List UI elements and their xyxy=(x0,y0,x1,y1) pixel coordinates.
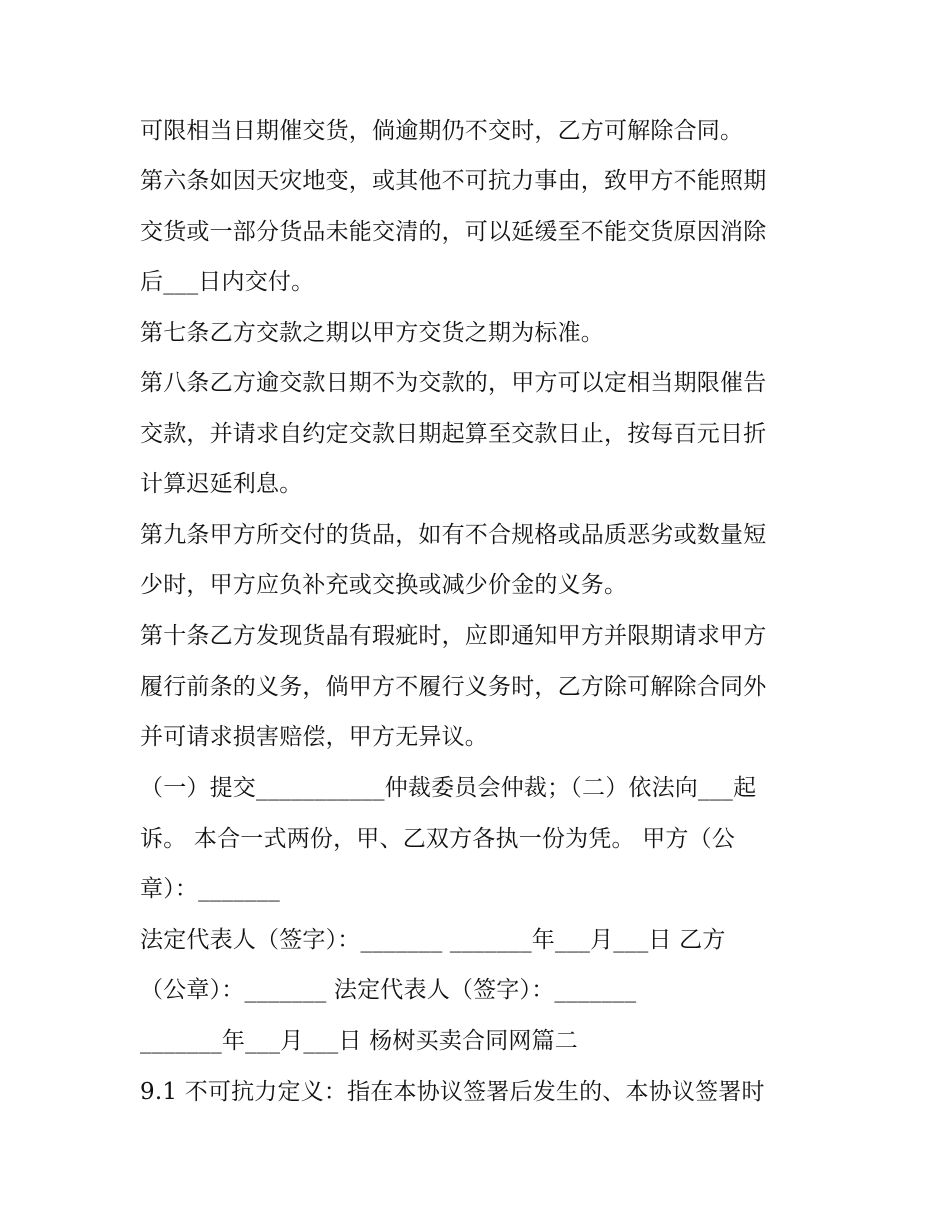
text-line: （一）提交___________仲裁委员会仲裁；（二）依法向___起 xyxy=(140,775,757,801)
text-line: 履行前条的义务，倘甲方不履行义务时，乙方除可解除合同外 xyxy=(140,674,767,700)
text-line: 交货或一部分货品未能交清的，可以延缓至不能交货原因消除 xyxy=(140,219,767,245)
text-line: 并可请求损害赔偿，甲方无异议。 xyxy=(140,724,488,750)
text-line: 诉。 本合一式两份，甲、乙双方各执一份为凭。 甲方（公 xyxy=(140,826,736,852)
text-line: （公章）：_______ 法定代表人（签字）：_______ xyxy=(140,977,637,1003)
text-line: 章）：_______ xyxy=(140,876,280,902)
text-line: 法定代表人（签字）：_______ _______年___月___日 乙方 xyxy=(140,927,726,953)
text-line: 少时，甲方应负补充或交换或减少价金的义务。 xyxy=(140,572,628,598)
text-line: 第八条乙方逾交款日期不为交款的，甲方可以定相当期限催告 xyxy=(140,370,767,396)
text-line: 第六条如因天灾地变，或其他不可抗力事由，致甲方不能照期 xyxy=(140,168,767,194)
text-line: 计算迟延利息。 xyxy=(140,471,303,497)
text-line: 第十条乙方发现货晶有瑕疵时，应即通知甲方并限期请求甲方 xyxy=(140,623,767,649)
text-line: 后___日内交付。 xyxy=(140,269,315,295)
text-line: 9.1 不可抗力定义：指在本协议签署后发生的、本协议签署时 xyxy=(140,1079,765,1105)
text-line: 第七条乙方交款之期以甲方交货之期为标准。 xyxy=(140,320,604,346)
text-line: 第九条甲方所交付的货品，如有不合规格或品质恶劣或数量短 xyxy=(140,522,767,548)
text-line: 可限相当日期催交货，倘逾期仍不交时，乙方可解除合同。 xyxy=(140,118,744,144)
text-line: _______年___月___日 杨树买卖合同网篇二 xyxy=(140,1028,579,1054)
text-line: 交款，并请求自约定交款日期起算至交款日止，按每百元日折 xyxy=(140,421,767,447)
